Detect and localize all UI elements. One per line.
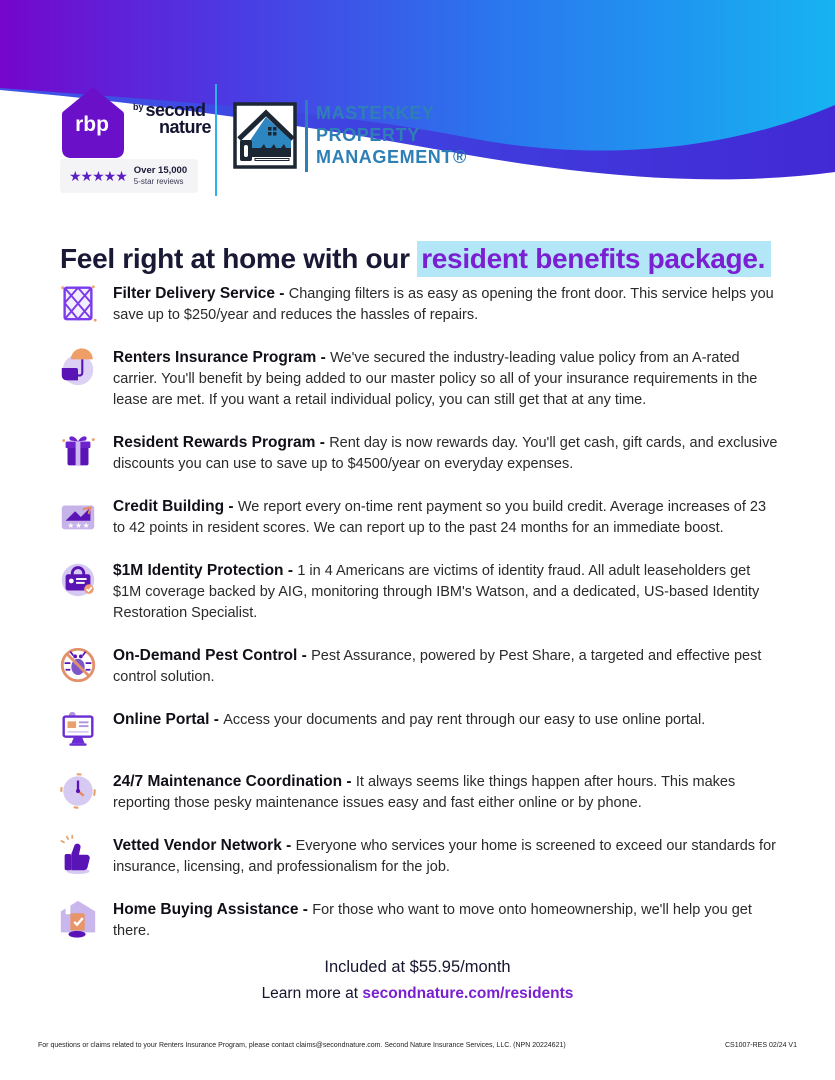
benefit-text bbox=[113, 431, 780, 475]
benefit-desc: Access your documents and pay rent through our easy to use online portal. bbox=[223, 712, 706, 728]
partner-line3: MANAGEMENT® bbox=[316, 147, 467, 167]
filter-icon bbox=[57, 282, 99, 324]
online-portal-icon bbox=[57, 708, 99, 750]
benefit-item bbox=[57, 495, 780, 539]
reviews-badge bbox=[60, 159, 198, 193]
masterkey-logo-icon bbox=[233, 102, 297, 169]
page-title bbox=[60, 243, 771, 275]
benefit-title: Resident Rewards Program - bbox=[113, 434, 330, 451]
vendor-network-icon bbox=[57, 834, 99, 876]
benefit-title: Credit Building - bbox=[113, 498, 238, 515]
renters-insurance-icon bbox=[57, 346, 99, 388]
benefit-title: On-Demand Pest Control - bbox=[113, 647, 312, 664]
partner-divider bbox=[305, 100, 308, 172]
headline-highlight: resident benefits package. bbox=[417, 241, 771, 277]
rbp-logo bbox=[58, 86, 128, 160]
benefit-title: Home Buying Assistance - bbox=[113, 901, 313, 918]
benefit-text bbox=[113, 898, 780, 942]
benefit-item bbox=[57, 644, 780, 688]
credit-building-icon bbox=[57, 495, 99, 537]
benefits-list bbox=[57, 282, 780, 962]
footer bbox=[38, 1042, 797, 1049]
reviews-label: 5-star reviews bbox=[133, 176, 184, 186]
benefit-item bbox=[57, 559, 780, 624]
svg-text:★: ★ bbox=[75, 520, 82, 530]
partner-line2: PROPERTY bbox=[316, 125, 420, 145]
benefit-text bbox=[113, 495, 780, 539]
price-text: Included at $55.95/month bbox=[324, 958, 511, 976]
reviews-count: Over 15,000 bbox=[133, 164, 188, 176]
svg-text:★: ★ bbox=[67, 520, 75, 530]
second-nature-wordmark bbox=[133, 99, 211, 135]
benefit-item bbox=[57, 834, 780, 878]
benefit-desc: It always seems like things happen after hours. This makes reporting those pesky maintenance issues easy and fast either online or by phone. bbox=[113, 774, 736, 811]
identity-protection-icon bbox=[57, 559, 99, 601]
partner-line1: MASTERKEY bbox=[316, 103, 435, 123]
benefit-desc: Rent day is now rewards day. You'll get cash, gift cards, and exclusive discounts you can use to save up to $4500/year on everyday expenses. bbox=[113, 435, 778, 472]
five-stars-icon: ★★★★★ bbox=[69, 167, 127, 184]
benefit-text bbox=[113, 708, 705, 731]
benefit-title: 24/7 Maintenance Coordination - bbox=[113, 773, 356, 790]
footer-doc-code: CS1007-RES 02/24 V1 bbox=[725, 1042, 797, 1049]
benefit-text bbox=[113, 346, 780, 411]
svg-text:★: ★ bbox=[82, 520, 90, 530]
benefit-title: Renters Insurance Program - bbox=[113, 349, 331, 366]
benefit-item bbox=[57, 346, 780, 411]
benefit-text bbox=[113, 834, 780, 878]
benefit-text bbox=[113, 644, 780, 688]
headline-prefix: Feel right at home with our bbox=[60, 242, 418, 274]
benefit-desc: For those who want to move onto homeownership, we'll help you get there. bbox=[113, 902, 752, 939]
learn-more-line bbox=[0, 985, 835, 1003]
benefit-item bbox=[57, 431, 780, 475]
benefit-text bbox=[113, 559, 780, 624]
logo-divider bbox=[215, 84, 217, 196]
benefit-title: Filter Delivery Service - bbox=[113, 285, 289, 302]
maintenance-icon bbox=[57, 770, 99, 812]
benefit-desc: Pest Assurance, powered by Pest Share, a targeted and effective pest control solution. bbox=[113, 648, 762, 685]
benefit-desc: 1 in 4 Americans are victims of identity fraud. All adult leaseholders get $1M coverage backed by AIG, monitoring through IBM's Watson, and a dedicated, US-based Identity Restoration Specialist. bbox=[113, 563, 760, 621]
pricing-block bbox=[0, 958, 835, 1003]
footer-legal-text: For questions or claims related to your Renters Insurance Program, please contact claims@secondnature.com. Second Nature Insurance Services, LLC. (NPN 20224621) bbox=[38, 1042, 566, 1049]
benefit-desc: We report every on-time rent payment so you build credit. Average increases of 23 to 42 points in resident scores. We can report up to the past 24 months for an immediate boost. bbox=[113, 499, 767, 536]
benefit-item bbox=[57, 708, 780, 750]
second-word: second bbox=[145, 100, 206, 120]
benefit-title: $1M Identity Protection - bbox=[113, 562, 298, 579]
benefit-text bbox=[113, 770, 780, 814]
benefit-desc: Everyone who services your home is screened to exceed our standards for insurance, licensing, and professionalism for the job. bbox=[113, 838, 776, 875]
benefit-desc: Changing filters is as easy as opening the front door. This service helps you save up to $250/year and reduces the hassles of repairs. bbox=[113, 286, 774, 323]
partner-name bbox=[316, 102, 467, 168]
benefit-title: Online Portal - bbox=[113, 711, 224, 728]
residents-link[interactable]: secondnature.com/residents bbox=[362, 985, 574, 1002]
by-label: by bbox=[133, 102, 144, 112]
benefit-item bbox=[57, 282, 780, 326]
benefit-title: Vetted Vendor Network - bbox=[113, 837, 296, 854]
pest-control-icon bbox=[57, 644, 99, 686]
benefit-text bbox=[113, 282, 780, 326]
rbp-logo-text: rbp bbox=[75, 113, 109, 136]
benefit-desc: We've secured the industry-leading value policy from an A-rated carrier. You'll benefit by being added to our master policy so all of your insurance requirements in the lease are met. If you want a retail individual policy, you can still get that at any time. bbox=[113, 350, 758, 408]
rewards-gift-icon bbox=[57, 431, 99, 473]
benefit-item bbox=[57, 770, 780, 814]
nature-word: nature bbox=[159, 117, 212, 137]
home-buying-icon bbox=[57, 898, 99, 940]
learn-more-prefix: Learn more at bbox=[261, 985, 363, 1002]
benefit-item bbox=[57, 898, 780, 942]
